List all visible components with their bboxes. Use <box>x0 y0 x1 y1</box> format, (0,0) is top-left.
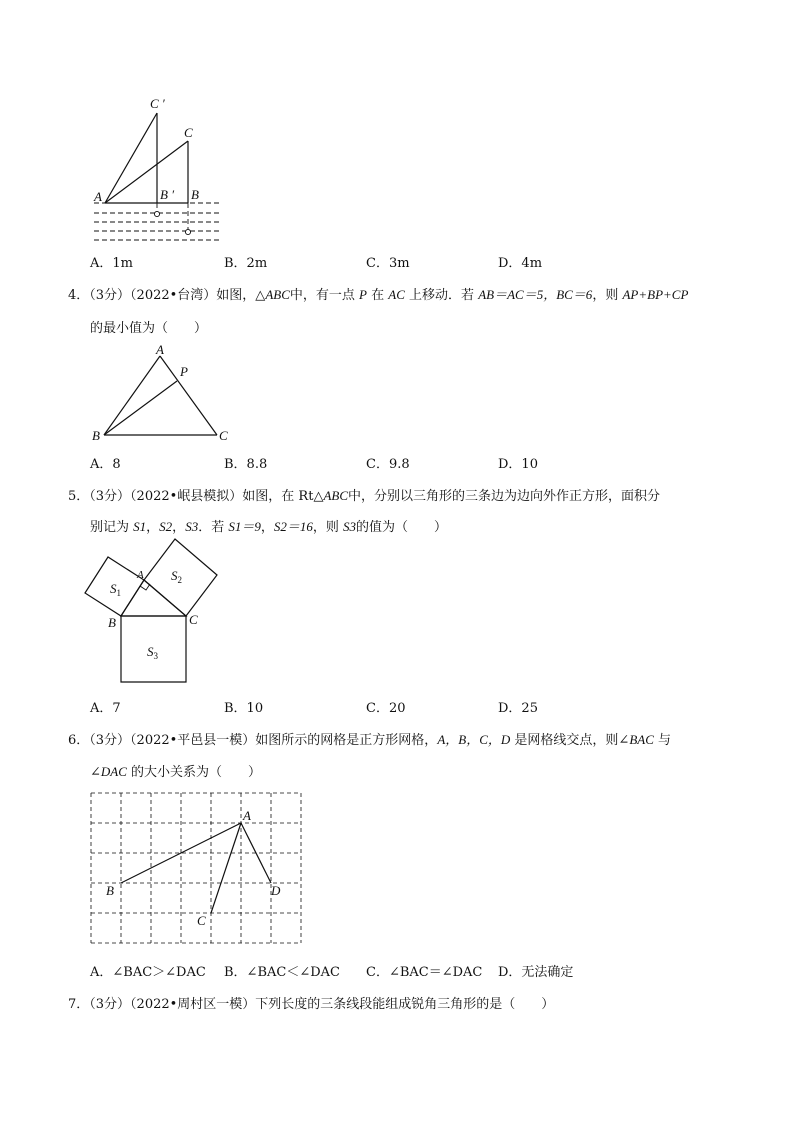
q5-label-c: C <box>189 612 198 627</box>
q4-option-c[interactable]: C．9.8 <box>366 457 410 472</box>
q5-question-line2: 别记为 S1，S2，S3．若 S1＝9，S2＝16，则 S3的值为（ ） <box>90 519 448 535</box>
q5-option-a[interactable]: A．7 <box>90 701 121 716</box>
q6-number: 6． <box>68 733 90 748</box>
q4-option-a[interactable]: A．8 <box>90 457 121 472</box>
q6-label-b: B <box>106 883 114 898</box>
q6-question-line2: ∠DAC 的大小关系为（ ） <box>90 764 262 780</box>
q6-label-c: C <box>197 913 206 928</box>
q6-segment-ac <box>211 823 241 913</box>
q6-option-c[interactable]: C．∠BAC＝∠DAC <box>366 965 483 980</box>
q3-label-a: A <box>94 189 102 204</box>
q4-question-line2: 的最小值为（ ） <box>90 321 208 336</box>
q4-label-a: A <box>156 342 164 357</box>
q5-number: 5． <box>68 489 90 504</box>
q5-label-b: B <box>108 615 116 630</box>
q3-option-a[interactable]: A．1m <box>90 256 133 271</box>
q4-option-d[interactable]: D．10 <box>498 457 538 472</box>
q6-label-d: D <box>271 883 281 898</box>
q6-option-a[interactable]: A．∠BAC＞∠DAC <box>90 965 206 980</box>
q4-number: 4． <box>68 288 90 303</box>
q4-label-b: B <box>92 428 100 443</box>
q5-label-s3: $S_3$ <box>147 644 158 661</box>
q6-label-a: A <box>243 808 251 823</box>
q4-option-b[interactable]: B．8.8 <box>224 457 268 472</box>
q3-option-d[interactable]: D．4m <box>498 256 543 271</box>
q3-label-bprime: B ′ <box>160 187 175 202</box>
q4-label-c: C <box>219 428 228 443</box>
q3-label-cprime: C ′ <box>150 96 165 111</box>
q3-option-c[interactable]: C．3m <box>366 256 410 271</box>
q6-option-d[interactable]: D．无法确定 <box>498 965 574 980</box>
q3-option-b[interactable]: B．2m <box>224 256 268 271</box>
q7-question-line1: 7．（3分）（2022•周村区一模）下列长度的三条线段能组成锐角三角形的是（ ） <box>68 997 555 1012</box>
q5-option-b[interactable]: B．10 <box>224 701 264 716</box>
q5-label-a: A <box>137 569 144 581</box>
q3-label-c: C <box>184 125 193 140</box>
q6-option-b[interactable]: B．∠BAC＜∠DAC <box>224 965 340 980</box>
q6-question-line1: 6．（3分）（2022•平邑县一模）如图所示的网格是正方形网格，A，B，C，D 是网格线交点，则∠BAC 与 <box>68 732 672 748</box>
q5-label-s1: $S_1$ <box>110 581 121 598</box>
q7-number: 7． <box>68 997 90 1012</box>
q5-question-line1: 5．（3分）（2022•岷县模拟）如图，在 Rt△ABC中，分别以三角形的三条边为边向外作正方形，面积分 <box>68 488 661 504</box>
q5-label-s2: $S_2$ <box>171 568 182 585</box>
q4-label-p: P <box>180 364 188 379</box>
q5-option-c[interactable]: C．20 <box>366 701 406 716</box>
q3-label-b: B <box>191 187 199 202</box>
q5-option-d[interactable]: D．25 <box>498 701 538 716</box>
q4-question-line1: 4．（3分）（2022•台湾）如图，△ABC中，有一点 P 在 AC 上移动．若 AB＝AC＝5，BC＝6，则 AP+BP+CP <box>68 287 689 303</box>
q6-grid <box>91 793 301 943</box>
